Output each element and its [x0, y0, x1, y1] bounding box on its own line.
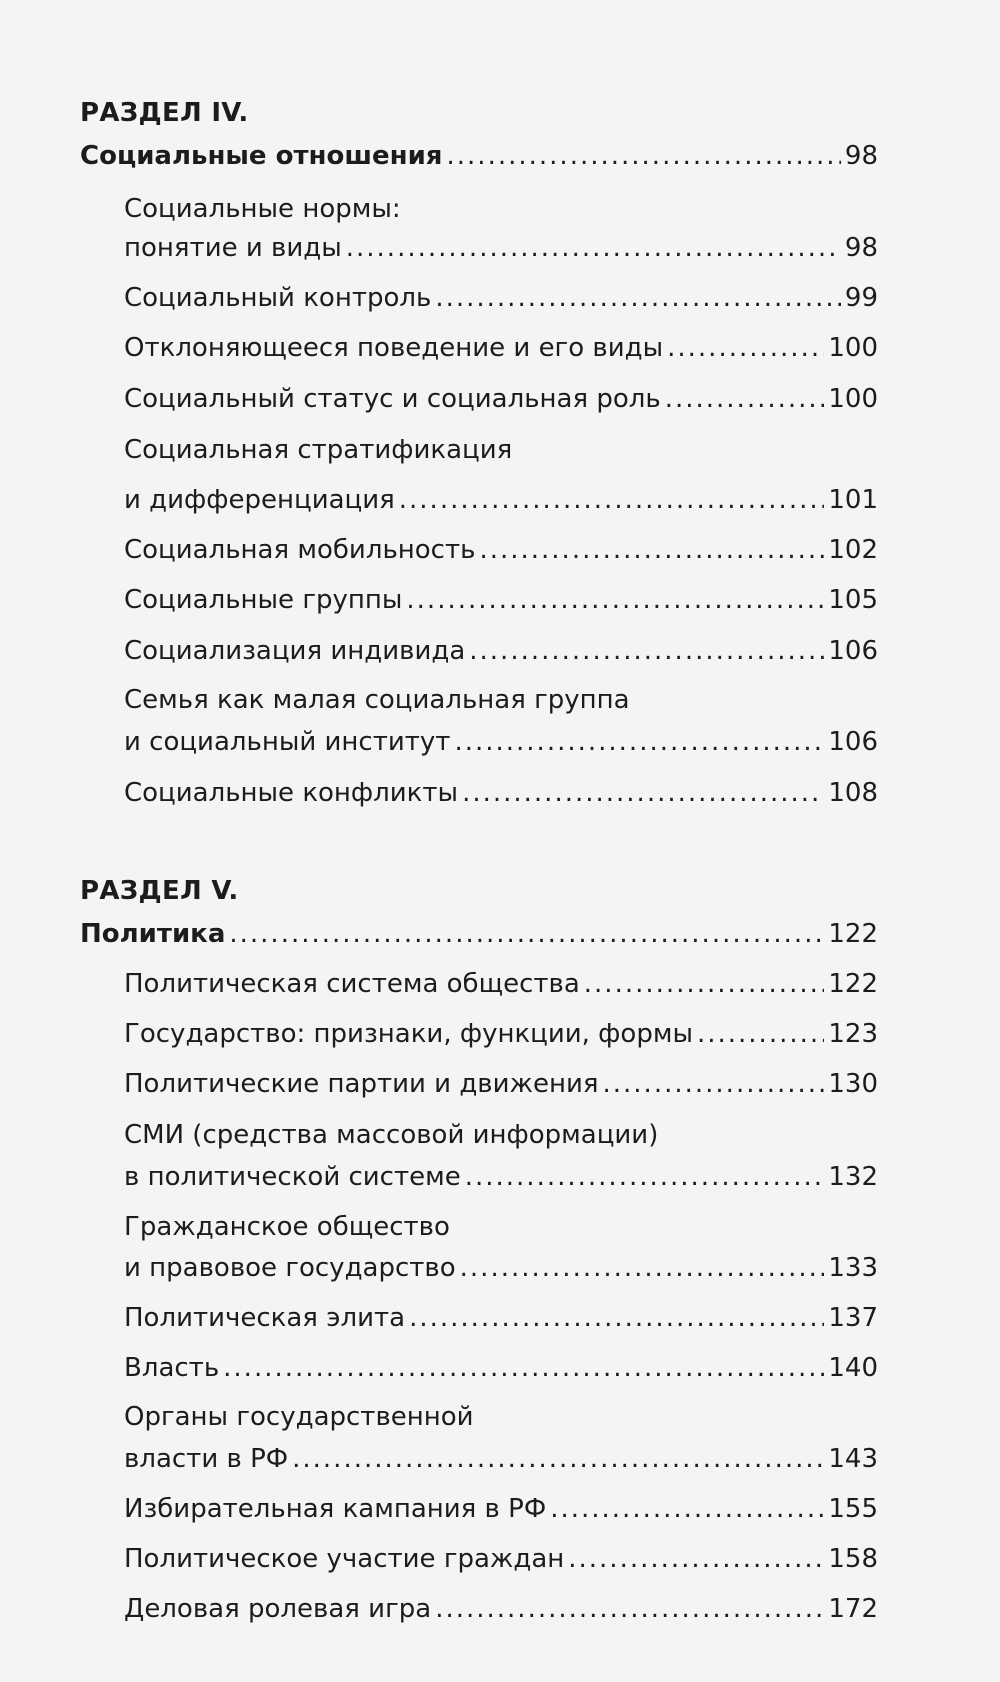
page-number: 132 — [828, 1162, 878, 1192]
toc-entry[interactable] — [124, 1444, 878, 1474]
page-number: 106 — [828, 727, 878, 757]
leader-dots — [479, 535, 824, 565]
toc-entry[interactable] — [124, 1303, 878, 1333]
toc-label: Политика — [80, 919, 226, 949]
toc-entry[interactable] — [124, 778, 878, 808]
leader-dots — [460, 1253, 825, 1283]
toc-entry[interactable] — [124, 727, 878, 757]
page-number: 108 — [828, 778, 878, 808]
leader-dots — [399, 485, 825, 515]
leader-dots — [406, 585, 824, 615]
toc-label: Политическое участие граждан — [124, 1544, 565, 1574]
toc-entry[interactable] — [124, 333, 878, 363]
toc-entry[interactable] — [124, 535, 878, 565]
toc-label: Избирательная кампания в РФ — [124, 1494, 547, 1524]
page-number: 99 — [844, 283, 878, 313]
toc-label: в политической системе — [124, 1162, 461, 1192]
page-number: 122 — [828, 919, 878, 949]
toc-entry[interactable] — [124, 1253, 878, 1283]
leader-dots — [229, 919, 824, 949]
toc-label: Власть — [124, 1353, 220, 1383]
toc-label: Социальные группы — [124, 585, 403, 615]
section-5-title-entry[interactable] — [80, 919, 878, 949]
toc-label: и правовое государство — [124, 1253, 456, 1283]
toc-label: Политическая система общества — [124, 969, 580, 999]
page-number: 140 — [828, 1353, 878, 1383]
toc-entry[interactable] — [124, 283, 878, 313]
toc-label: Социальная мобильность — [124, 535, 476, 565]
toc-label: власти в РФ — [124, 1444, 289, 1474]
toc-entry[interactable] — [124, 485, 878, 515]
toc-entry[interactable] — [124, 969, 878, 999]
page-number: 155 — [828, 1494, 878, 1524]
toc-entry[interactable] — [124, 1494, 878, 1524]
leader-dots — [447, 141, 841, 171]
toc-label-line1: СМИ (средства массовой информации) — [124, 1120, 659, 1150]
page-number: 137 — [828, 1303, 878, 1333]
toc-label-line1: Социальные нормы: — [124, 194, 401, 224]
toc-label-line1: Гражданское общество — [124, 1212, 450, 1242]
leader-dots — [409, 1303, 824, 1333]
toc-label: Политические партии и движения — [124, 1069, 599, 1099]
leader-dots — [462, 778, 824, 808]
leader-dots — [465, 1162, 825, 1192]
toc-label: Политическая элита — [124, 1303, 406, 1333]
toc-label: Отклоняющееся поведение и его виды — [124, 333, 664, 363]
toc-label: Социальные конфликты — [124, 778, 459, 808]
toc-label-line1: Органы государственной — [124, 1402, 474, 1432]
toc-label-line1: Семья как малая социальная группа — [124, 685, 630, 715]
leader-dots — [346, 233, 841, 263]
section-5-heading: РАЗДЕЛ V. — [80, 876, 239, 906]
leader-dots — [665, 384, 825, 414]
leader-dots — [454, 727, 824, 757]
toc-entry[interactable] — [124, 636, 878, 666]
page-number: 172 — [828, 1594, 878, 1624]
leader-dots — [568, 1544, 824, 1574]
toc-entry[interactable] — [124, 1544, 878, 1574]
page-number: 101 — [828, 485, 878, 515]
leader-dots — [435, 283, 841, 313]
toc-entry[interactable] — [124, 1594, 878, 1624]
section-4-heading: РАЗДЕЛ IV. — [80, 98, 249, 128]
leader-dots — [667, 333, 824, 363]
leader-dots — [292, 1444, 824, 1474]
toc-label: понятие и виды — [124, 233, 342, 263]
page-number: 100 — [828, 384, 878, 414]
toc-label: Деловая ролевая игра — [124, 1594, 432, 1624]
toc-entry[interactable] — [124, 585, 878, 615]
leader-dots — [550, 1494, 824, 1524]
leader-dots — [697, 1019, 824, 1049]
leader-dots — [603, 1069, 825, 1099]
page-number: 98 — [844, 233, 878, 263]
toc-label: и дифференциация — [124, 485, 395, 515]
page-number: 100 — [828, 333, 878, 363]
page-number: 106 — [828, 636, 878, 666]
toc-label: Государство: признаки, функции, формы — [124, 1019, 693, 1049]
toc-label: и социальный институт — [124, 727, 451, 757]
toc-label: Социализация индивида — [124, 636, 466, 666]
leader-dots — [223, 1353, 824, 1383]
page-number: 98 — [844, 141, 878, 171]
section-4-title-entry[interactable] — [80, 141, 878, 171]
toc-entry[interactable] — [124, 1353, 878, 1383]
leader-dots — [584, 969, 825, 999]
page-number: 122 — [828, 969, 878, 999]
page-number: 102 — [828, 535, 878, 565]
toc-entry[interactable] — [124, 1162, 878, 1192]
page-number: 158 — [828, 1544, 878, 1574]
toc-label-line1: Социальная стратификация — [124, 435, 513, 465]
page-number: 123 — [828, 1019, 878, 1049]
toc-entry[interactable] — [124, 384, 878, 414]
leader-dots — [469, 636, 824, 666]
toc-entry[interactable] — [124, 233, 878, 263]
toc-label: Социальные отношения — [80, 141, 443, 171]
page-number: 143 — [828, 1444, 878, 1474]
toc-label: Социальный статус и социальная роль — [124, 384, 661, 414]
toc-entry[interactable] — [124, 1019, 878, 1049]
toc-label: Социальный контроль — [124, 283, 432, 313]
leader-dots — [435, 1594, 824, 1624]
page-number: 105 — [828, 585, 878, 615]
toc-entry[interactable] — [124, 1069, 878, 1099]
page-number: 130 — [828, 1069, 878, 1099]
page-number: 133 — [828, 1253, 878, 1283]
